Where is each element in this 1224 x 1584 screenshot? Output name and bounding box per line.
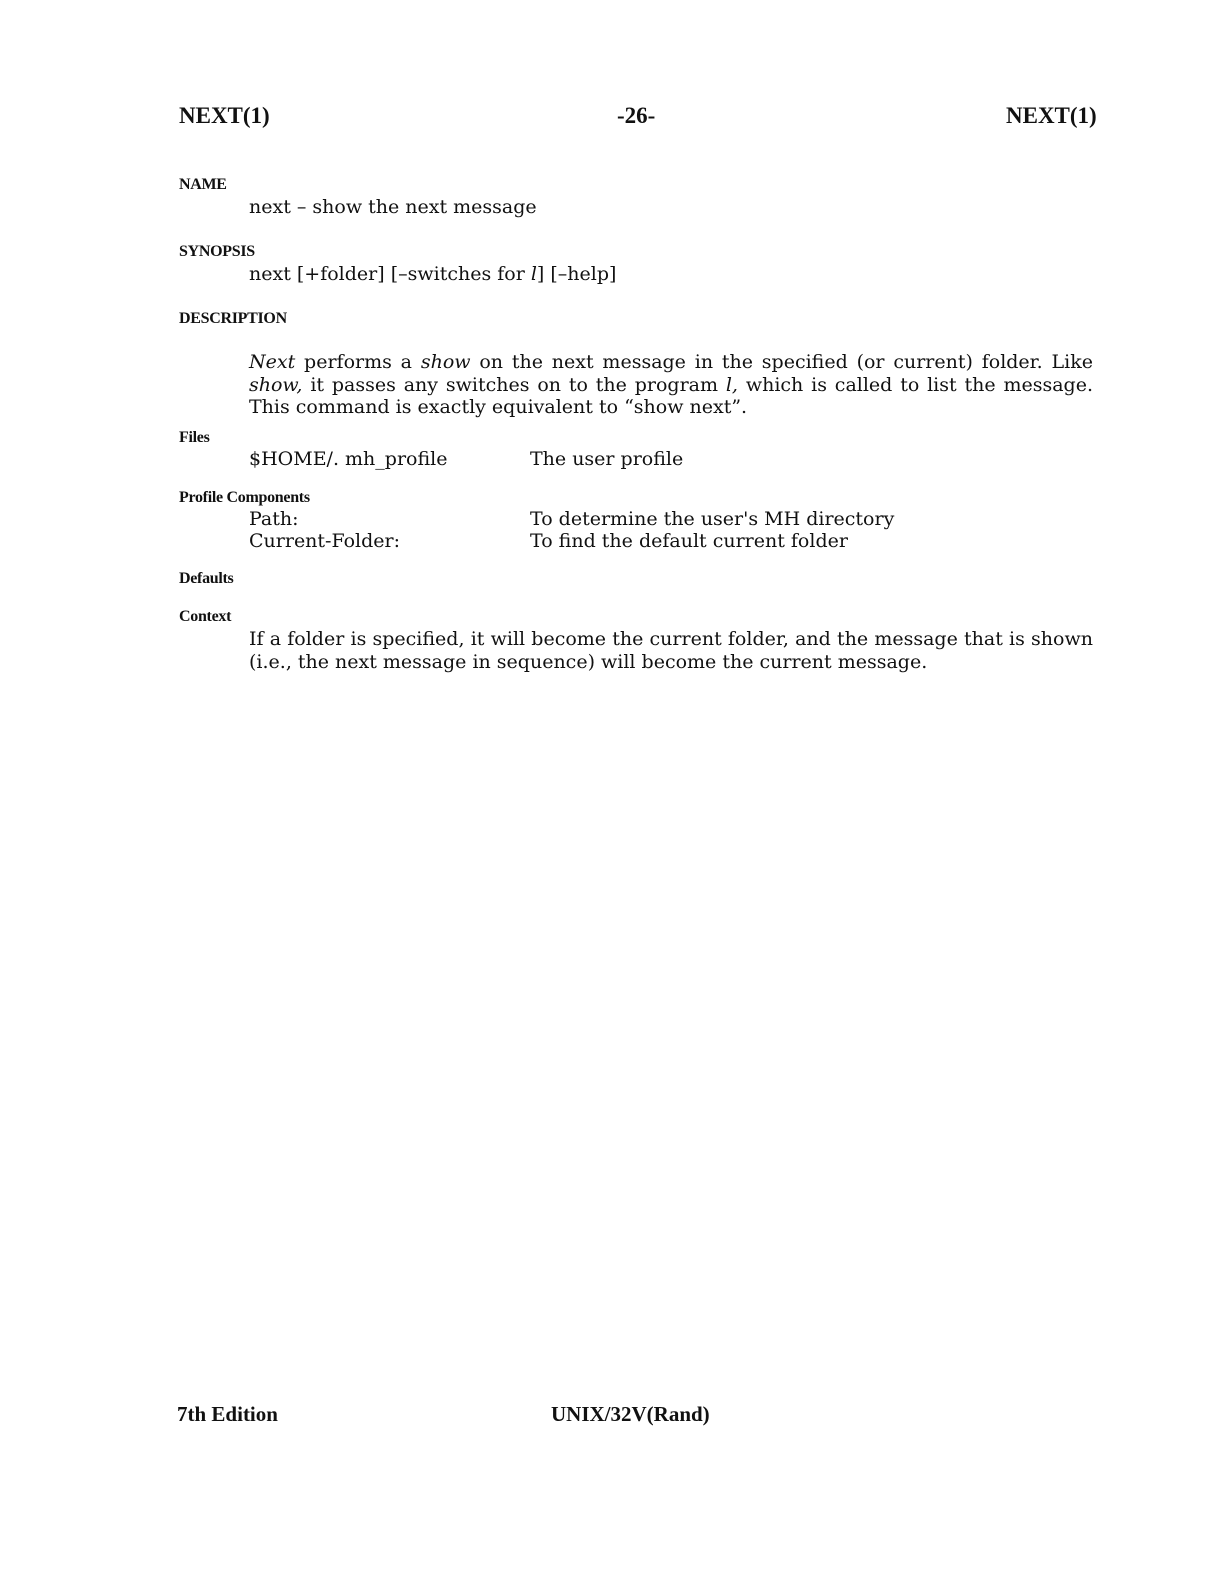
profile-components-heading: Profile Components [179, 489, 310, 506]
desc-show-2: show, [249, 373, 303, 396]
desc-show: show [420, 351, 471, 373]
context-heading: Context [179, 608, 232, 625]
profile-component-desc: To find the default current folder [530, 530, 848, 552]
header-right-title: NEXT(1) [1006, 103, 1097, 128]
page-number: -26- [617, 103, 656, 128]
profile-component-name: Path: [249, 508, 299, 530]
profile-component-desc: To determine the user's MH directory [530, 508, 895, 530]
footer-edition: 7th Edition [177, 1402, 278, 1426]
defaults-heading: Defaults [179, 570, 234, 587]
desc-program: l, [725, 373, 738, 396]
synopsis-heading: SYNOPSIS [179, 243, 255, 260]
synopsis-program: l [530, 263, 537, 285]
desc-t2: on the next message in the specified (or current) folder. Like [470, 351, 1093, 373]
files-path: $HOME/. mh_profile [249, 448, 448, 470]
description-heading: DESCRIPTION [179, 310, 287, 327]
synopsis-pre: next [+folder] [–switches for [249, 263, 531, 285]
desc-cmd: Next [249, 351, 296, 373]
description-paragraph [249, 351, 1093, 419]
context-paragraph: If a folder is specified, it will become the current folder, and the message that is shown (i.e., the next message in sequence) will become the current message. [249, 628, 1093, 673]
profile-component-name: Current-Folder: [249, 530, 401, 552]
name-text: next – show the next message [249, 196, 537, 218]
desc-t4: which is called to list the message. This command is exactly equivalent to “show next”. [249, 373, 1093, 418]
name-heading: NAME [179, 176, 227, 193]
header-left-title: NEXT(1) [179, 103, 270, 128]
desc-t3: it passes any switches on to the program [302, 373, 726, 396]
files-heading: Files [179, 429, 210, 446]
files-description: The user profile [530, 448, 684, 470]
synopsis-text [249, 263, 616, 285]
synopsis-post: ] [–help] [536, 263, 617, 285]
footer-system: UNIX/32V(Rand) [551, 1402, 710, 1426]
desc-t1: performs a [295, 351, 421, 373]
